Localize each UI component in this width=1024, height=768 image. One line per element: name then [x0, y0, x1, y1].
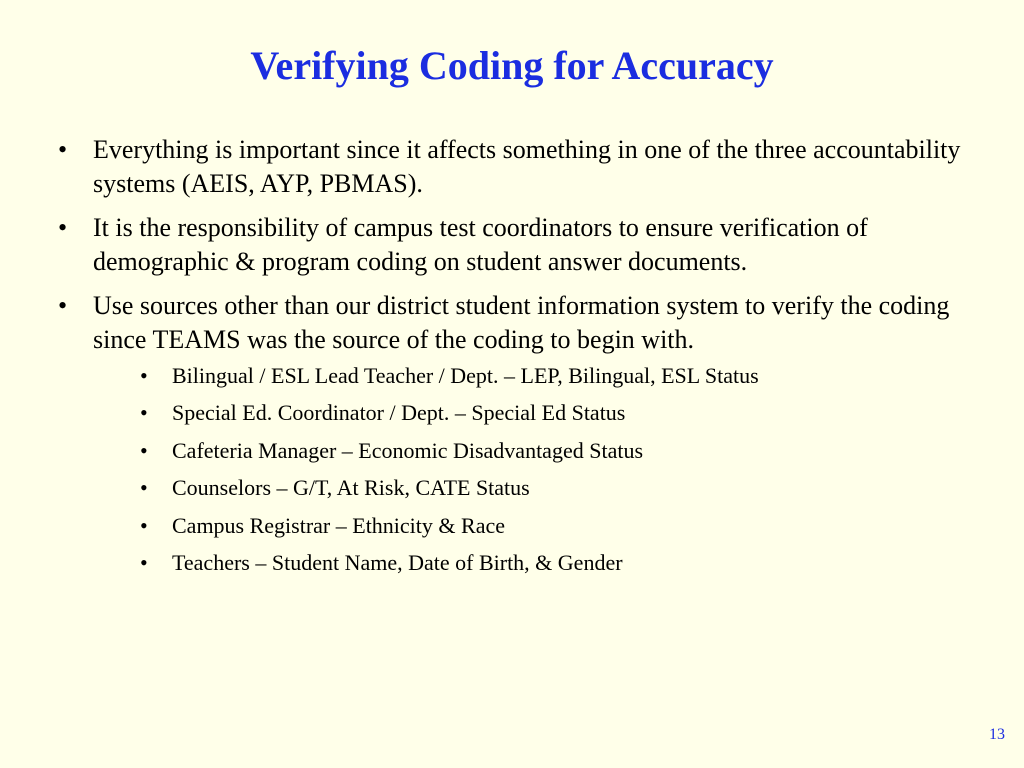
bullet-text: It is the responsibility of campus test coordinators to ensure verification of demographic & program coding on student answer documents.	[93, 213, 868, 276]
bullet-icon: •	[140, 400, 148, 426]
bullet-list	[58, 133, 988, 591]
bullet-item	[58, 289, 988, 581]
bullet-text: Use sources other than our district student information system to verify the coding since TEAMS was the source of the coding to begin with.	[93, 291, 950, 354]
sub-bullet-text: Campus Registrar – Ethnicity & Race	[172, 512, 505, 538]
bullet-icon: •	[140, 437, 148, 463]
bullet-icon: •	[58, 213, 68, 242]
sub-bullet-text: Teachers – Student Name, Date of Birth, & Gender	[172, 550, 623, 576]
bullet-icon: •	[140, 475, 148, 501]
bullet-icon: •	[140, 550, 148, 576]
sub-bullet-item	[93, 544, 988, 581]
sub-bullet-item	[93, 507, 988, 544]
sub-bullet-list	[93, 357, 988, 581]
bullet-item	[58, 211, 988, 279]
sub-bullet-item	[93, 394, 988, 431]
bullet-icon: •	[140, 363, 148, 388]
bullet-icon: •	[58, 135, 68, 164]
sub-bullet-text: Counselors – G/T, At Risk, CATE Status	[172, 475, 530, 501]
sub-bullet-text: Bilingual / ESL Lead Teacher / Dept. – LEP, Bilingual, ESL Status	[172, 363, 759, 388]
bullet-item	[58, 133, 988, 201]
bullet-text: Everything is important since it affects something in one of the three accountability systems (AEIS, AYP, PBMAS).	[93, 135, 961, 198]
sub-bullet-item	[93, 432, 988, 469]
bullet-icon: •	[140, 512, 148, 538]
page-number: 13	[989, 726, 1005, 743]
sub-bullet-item	[93, 357, 988, 394]
sub-bullet-text: Special Ed. Coordinator / Dept. – Special Ed Status	[172, 400, 626, 426]
sub-bullet-text: Cafeteria Manager – Economic Disadvantaged Status	[172, 437, 644, 463]
bullet-icon: •	[58, 291, 68, 320]
slide-title: Verifying Coding for Accuracy	[250, 43, 774, 88]
sub-bullet-item	[93, 469, 988, 506]
